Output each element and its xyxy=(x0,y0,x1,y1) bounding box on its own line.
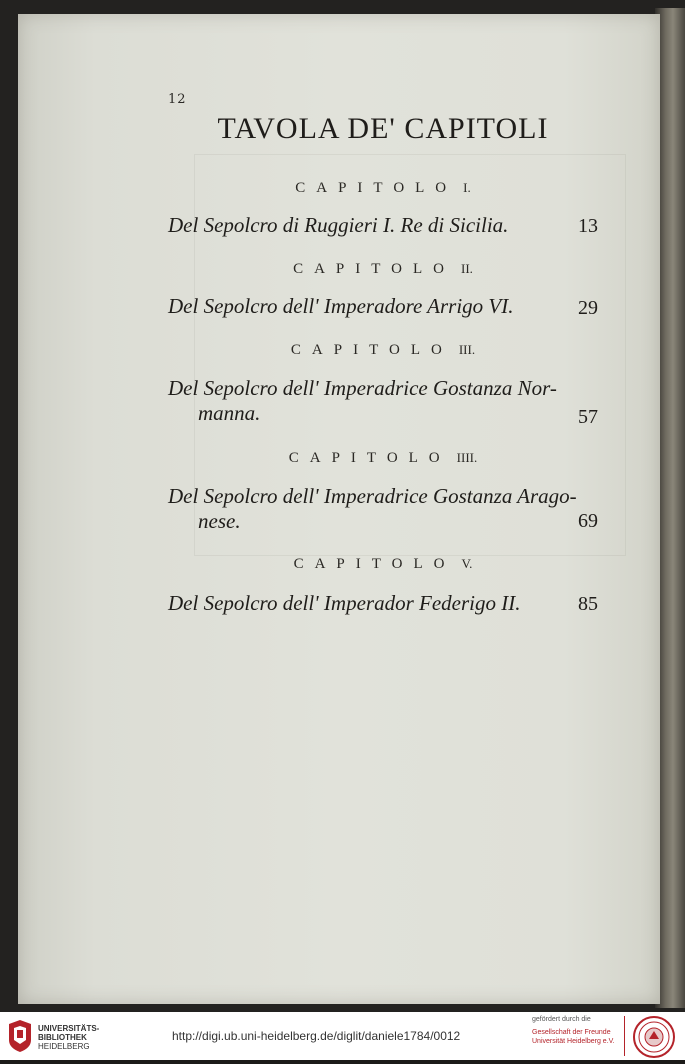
page-number: 12 xyxy=(168,92,187,107)
toc-entry-title-cont: nese. xyxy=(198,509,241,533)
toc-entry[interactable] xyxy=(168,213,598,238)
chapter-heading: CAPITOLO IIII. xyxy=(288,450,478,466)
chapter-heading: CAPITOLO V. xyxy=(293,556,473,572)
footer-divider xyxy=(624,1016,625,1056)
toc-entry-page: 13 xyxy=(578,215,598,237)
chapter-heading: CAPITOLO III. xyxy=(290,342,476,358)
toc-entry[interactable] xyxy=(168,484,598,534)
toc-entry[interactable] xyxy=(168,294,598,319)
toc-entry[interactable] xyxy=(168,376,598,426)
permalink[interactable]: http://digi.ub.uni-heidelberg.de/diglit/daniele1784/0012 xyxy=(172,1029,461,1043)
library-name: UNIVERSITÄTS- BIBLIOTHEK HEIDELBERG xyxy=(38,1024,100,1051)
toc-entry-title-cont: manna. xyxy=(198,401,261,425)
toc-entry-title: Del Sepolcro dell' Imperadrice Gostanza Nor- xyxy=(168,376,557,400)
viewer-footer xyxy=(0,1012,685,1060)
toc-entry-title: Del Sepolcro dell' Imperadore Arrigo VI. xyxy=(168,294,514,318)
toc-entry-title: Del Sepolcro di Ruggieri I. Re di Sicilia. xyxy=(168,213,509,237)
chapter-heading: CAPITOLO II. xyxy=(293,261,473,277)
toc-entry-page: 85 xyxy=(578,593,598,615)
page-title: TAVOLA DE' CAPITOLI xyxy=(217,112,549,145)
toc-entry-title: Del Sepolcro dell' Imperador Federigo II. xyxy=(168,591,521,615)
sponsor-note: gefördert durch die Gesellschaft der Freunde Universität Heidelberg e.V. xyxy=(532,1016,615,1045)
university-seal-icon xyxy=(632,1015,676,1059)
toc-entry-title: Del Sepolcro dell' Imperadrice Gostanza Arago- xyxy=(168,484,577,508)
toc-entry-page: 69 xyxy=(578,510,598,532)
toc-entry[interactable] xyxy=(168,591,598,616)
chapter-heading: CAPITOLO I. xyxy=(295,180,471,196)
toc-entry-page: 29 xyxy=(578,297,598,319)
toc-entry-page: 57 xyxy=(578,406,598,428)
ub-heidelberg-logo-icon[interactable] xyxy=(6,1018,34,1054)
